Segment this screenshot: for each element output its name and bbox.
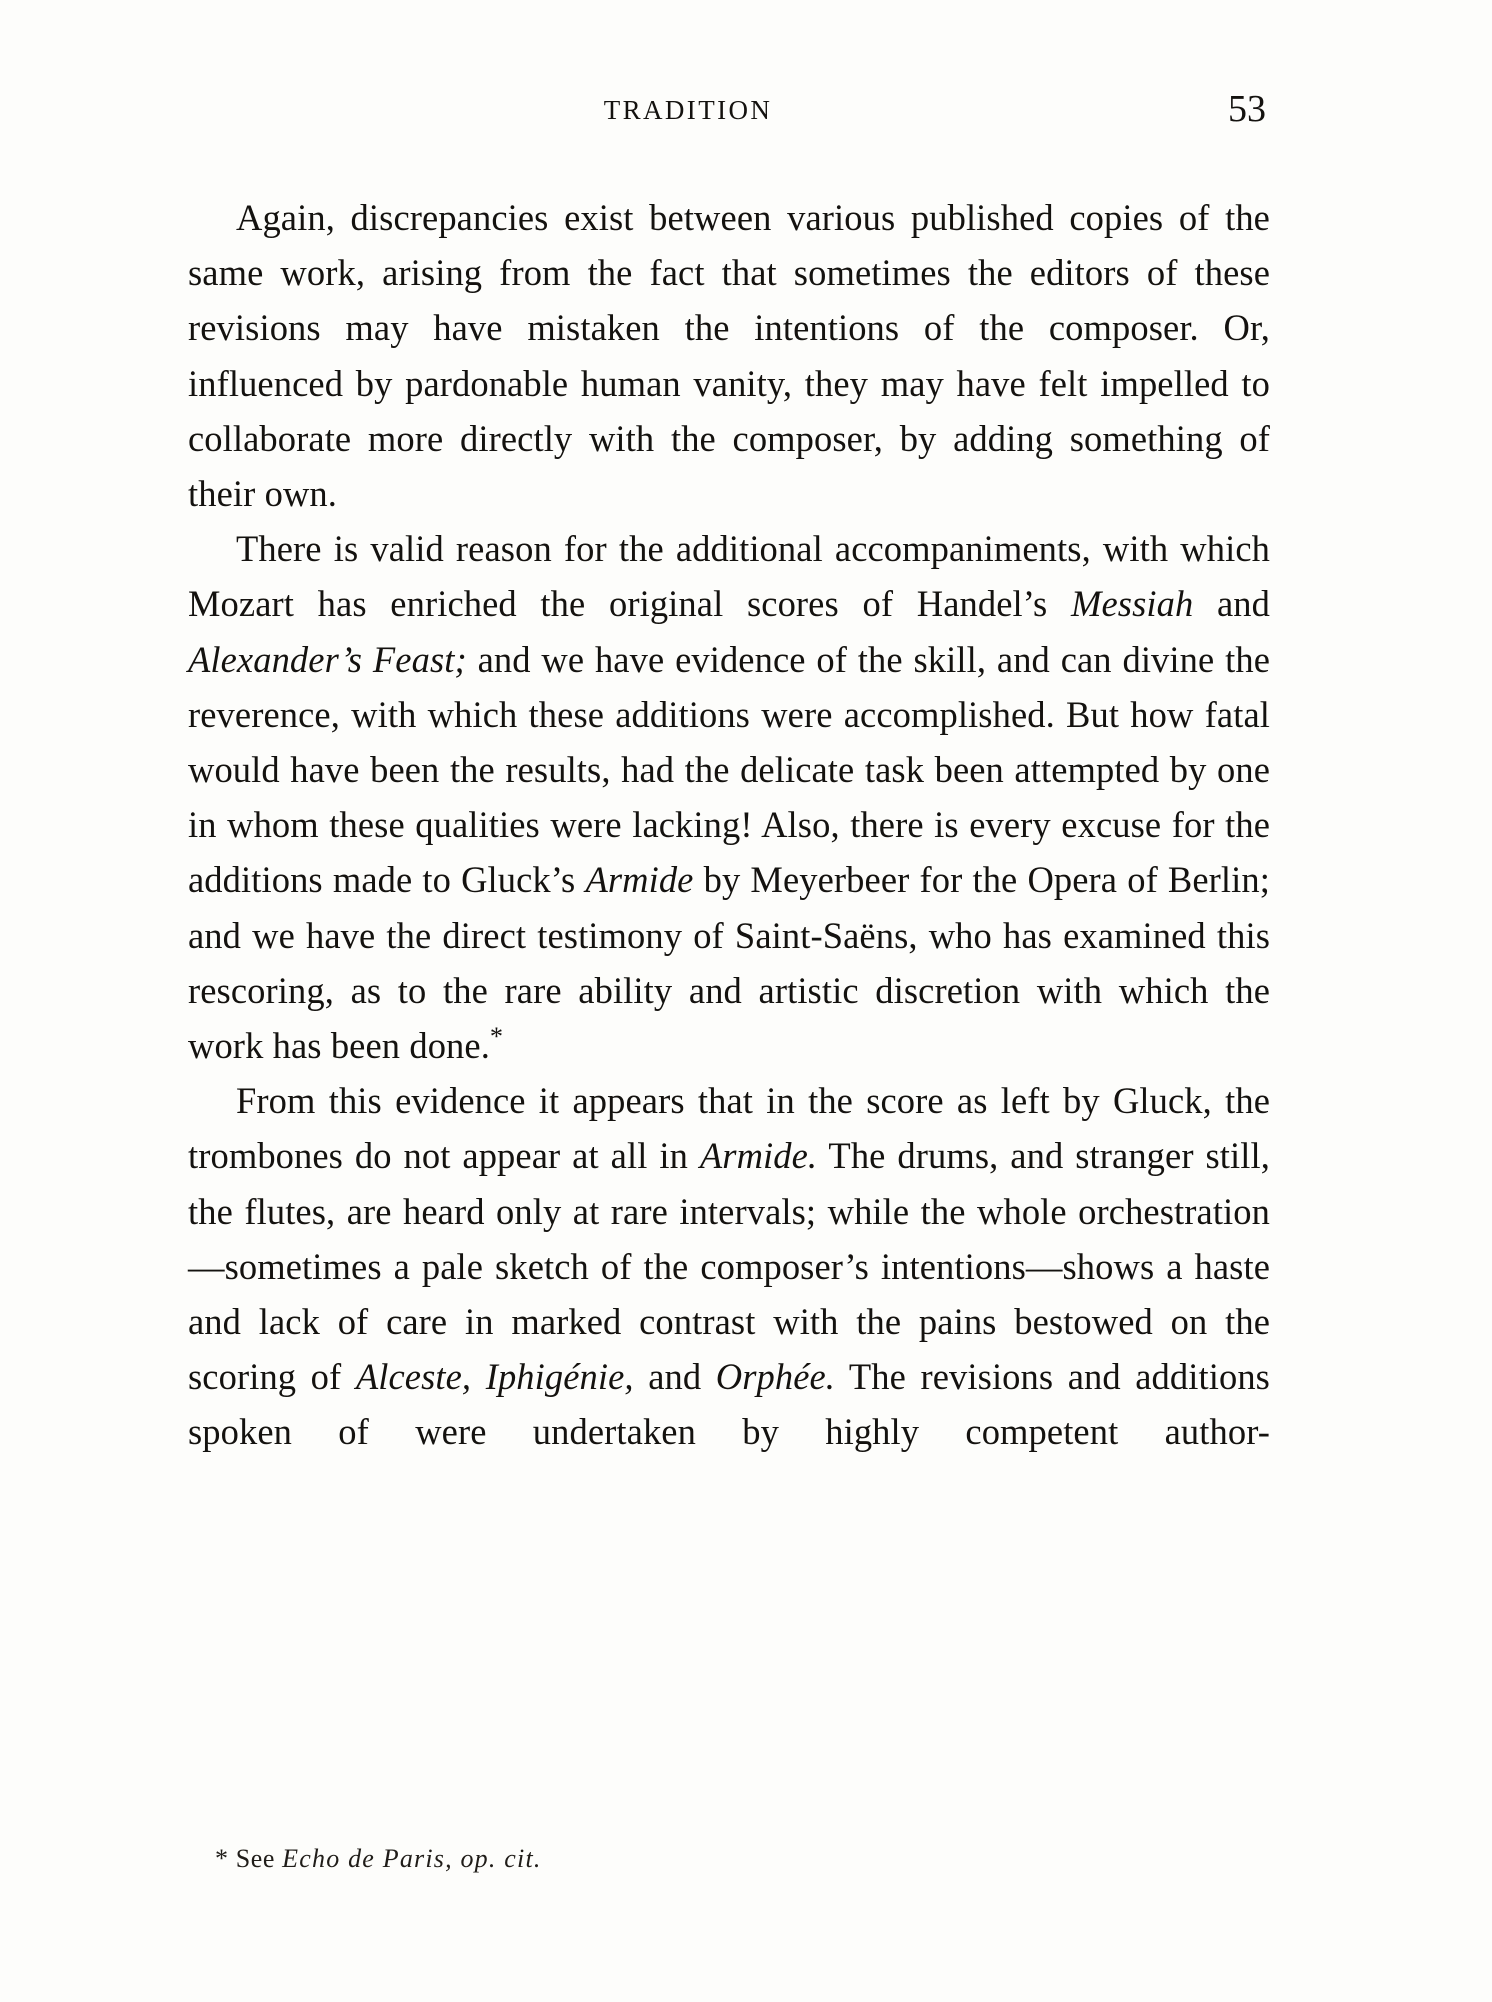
page-header [188,88,1266,135]
text-run: and we have evidence of the skill, and can divine the reverence, with which these additions were accomplished. But how fatal would have been the results, had the delicate task been attempted by one in whom these qualities were lacking! Also, there is every excuse for the additions made to Gluck’s [188,638,1270,901]
body-text [188,190,1270,1460]
italic-title: Iphigénie, [485,1356,634,1398]
italic-title: Messiah [1070,583,1194,625]
footnote-reference: * [489,1021,504,1051]
italic-title: Alceste, [355,1356,472,1398]
italic-title: Armide. [699,1135,818,1177]
text-run: The revisions and additions spoken of were undertaken by highly competent author- [188,1356,1270,1453]
italic-title: Orphée. [715,1356,836,1398]
footnote [215,1842,1265,1876]
italic-title: Alexander’s Feast; [188,638,467,680]
footnote-citation: Echo de Paris, op. cit. [282,1844,542,1873]
footnote-lead: See [235,1844,283,1873]
page-number: 53 [1228,88,1266,130]
paragraph [188,521,1270,1073]
footnote-marker: * [215,1844,229,1873]
text-run: The drums, and stranger still, the flutes, are heard only at rare intervals; while the whole orchestration—sometimes a pale sketch of the composer’s intentions—shows a haste and lack of care in marked contrast with the pains bestowed on the scoring of [188,1135,1270,1398]
text-run: and [1193,583,1270,625]
text-run: From this evidence it appears that in the score as left by Gluck, the trombones do not appear at all in [188,1080,1270,1177]
italic-title: Armide [585,859,694,901]
paragraph [188,1073,1270,1459]
text-run [471,1356,486,1397]
text-run: by Meyerbeer for the Opera of Berlin; and we have the direct testimony of Saint-Saëns, who has examined this rescoring, as to the rare ability and artistic discretion with which the work has been done. [188,859,1270,1067]
text-run: There is valid reason for the additional accompaniments, with which Mozart has enriched the original scores of Handel’s [188,528,1270,625]
text-run: and [633,1356,716,1398]
text-run: Again, discrepancies exist between various published copies of the same work, arising from the fact that sometimes the editors of these revisions may have mistaken the intentions of the composer. Or, influenced by pardonable human vanity, they may have felt impelled to collaborate more directly with the composer, by adding something of their own. [188,197,1270,515]
running-head: TRADITION [603,95,773,125]
paragraph [188,190,1270,521]
